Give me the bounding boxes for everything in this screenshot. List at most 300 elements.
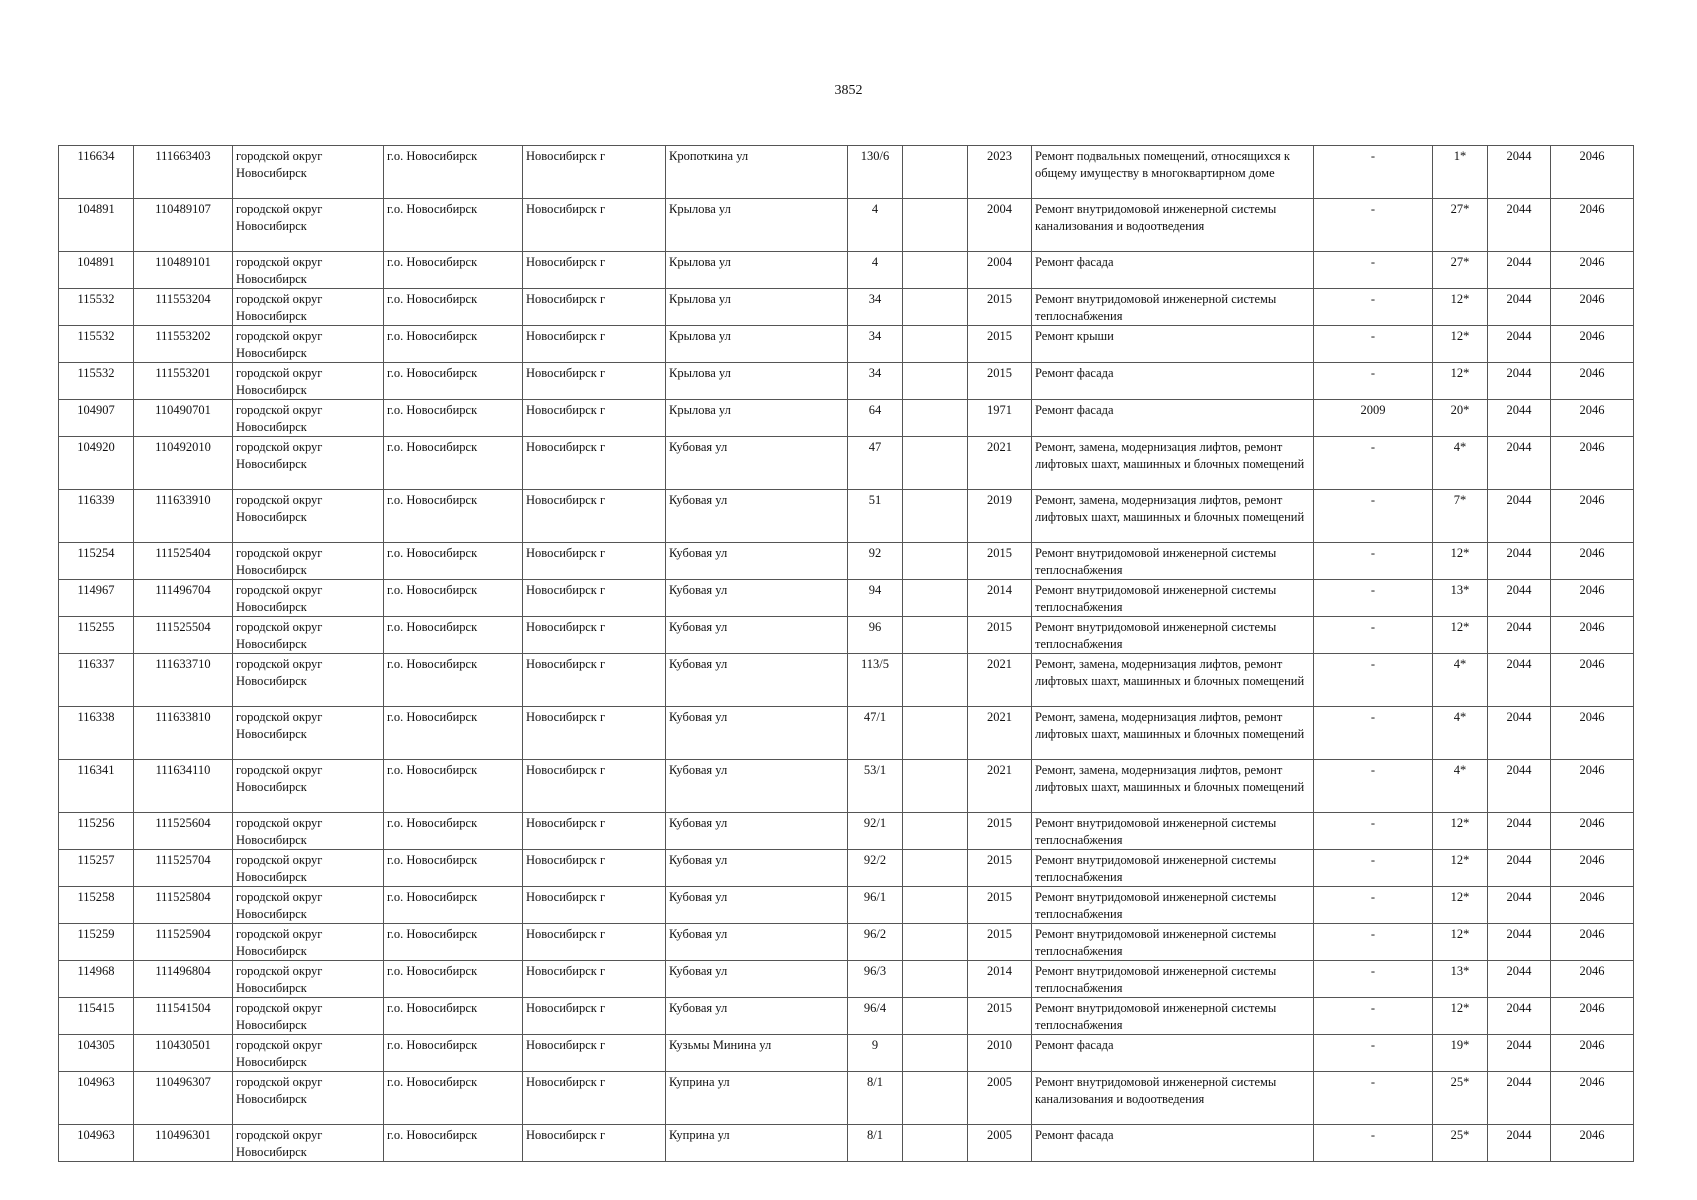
work-type-cell: Ремонт, замена, модернизация лифтов, ремонт лифтовых шахт, машинных и блочных помещений	[1032, 654, 1314, 707]
period-start-cell: 2044	[1488, 490, 1551, 543]
period-start-cell: 2044	[1488, 400, 1551, 437]
last-repair-cell: -	[1314, 543, 1433, 580]
building-cell	[903, 199, 968, 252]
table-row	[59, 813, 1634, 850]
year-built-cell: 2004	[968, 199, 1032, 252]
last-repair-cell: -	[1314, 617, 1433, 654]
city-cell: Новосибирск г	[523, 924, 666, 961]
last-repair-cell: -	[1314, 437, 1433, 490]
building-cell	[903, 363, 968, 400]
municipality-cell: г.о. Новосибирск	[384, 924, 523, 961]
wear-cell: 4*	[1433, 707, 1488, 760]
wear-cell: 4*	[1433, 437, 1488, 490]
last-repair-cell: -	[1314, 1125, 1433, 1162]
last-repair-cell: -	[1314, 363, 1433, 400]
year-built-cell: 2015	[968, 850, 1032, 887]
table-row	[59, 1125, 1634, 1162]
district-cell: городской округ Новосибирск	[233, 437, 384, 490]
building-cell	[903, 760, 968, 813]
table-row	[59, 252, 1634, 289]
row-id-cell: 115532	[59, 326, 134, 363]
city-cell: Новосибирск г	[523, 199, 666, 252]
table-row	[59, 146, 1634, 199]
wear-cell: 7*	[1433, 490, 1488, 543]
house-number-cell: 96/1	[848, 887, 903, 924]
municipality-cell: г.о. Новосибирск	[384, 998, 523, 1035]
row-id-cell: 115254	[59, 543, 134, 580]
work-code-cell: 111553201	[134, 363, 233, 400]
district-cell: городской округ Новосибирск	[233, 924, 384, 961]
period-start-cell: 2044	[1488, 760, 1551, 813]
work-code-cell: 110489107	[134, 199, 233, 252]
work-code-cell: 111633910	[134, 490, 233, 543]
municipality-cell: г.о. Новосибирск	[384, 1125, 523, 1162]
street-cell: Кубовая ул	[666, 760, 848, 813]
house-number-cell: 47/1	[848, 707, 903, 760]
house-number-cell: 96	[848, 617, 903, 654]
street-cell: Кубовая ул	[666, 617, 848, 654]
house-number-cell: 47	[848, 437, 903, 490]
row-id-cell: 104920	[59, 437, 134, 490]
city-cell: Новосибирск г	[523, 289, 666, 326]
wear-cell: 25*	[1433, 1072, 1488, 1125]
period-start-cell: 2044	[1488, 1125, 1551, 1162]
district-cell: городской округ Новосибирск	[233, 252, 384, 289]
building-cell	[903, 1125, 968, 1162]
municipality-cell: г.о. Новосибирск	[384, 289, 523, 326]
street-cell: Кубовая ул	[666, 580, 848, 617]
period-end-cell: 2046	[1551, 199, 1634, 252]
last-repair-cell: -	[1314, 580, 1433, 617]
building-cell	[903, 707, 968, 760]
city-cell: Новосибирск г	[523, 760, 666, 813]
table-row	[59, 490, 1634, 543]
wear-cell: 1*	[1433, 146, 1488, 199]
building-cell	[903, 146, 968, 199]
street-cell: Крылова ул	[666, 252, 848, 289]
period-start-cell: 2044	[1488, 961, 1551, 998]
municipality-cell: г.о. Новосибирск	[384, 199, 523, 252]
period-end-cell: 2046	[1551, 490, 1634, 543]
row-id-cell: 116341	[59, 760, 134, 813]
period-start-cell: 2044	[1488, 813, 1551, 850]
municipality-cell: г.о. Новосибирск	[384, 813, 523, 850]
municipality-cell: г.о. Новосибирск	[384, 363, 523, 400]
house-number-cell: 96/3	[848, 961, 903, 998]
work-type-cell: Ремонт фасада	[1032, 1125, 1314, 1162]
house-number-cell: 92	[848, 543, 903, 580]
last-repair-cell: -	[1314, 887, 1433, 924]
row-id-cell: 104891	[59, 252, 134, 289]
street-cell: Крылова ул	[666, 400, 848, 437]
district-cell: городской округ Новосибирск	[233, 543, 384, 580]
building-cell	[903, 617, 968, 654]
municipality-cell: г.о. Новосибирск	[384, 400, 523, 437]
period-start-cell: 2044	[1488, 707, 1551, 760]
work-code-cell: 110496307	[134, 1072, 233, 1125]
work-type-cell: Ремонт, замена, модернизация лифтов, ремонт лифтовых шахт, машинных и блочных помещений	[1032, 707, 1314, 760]
table-row	[59, 654, 1634, 707]
municipality-cell: г.о. Новосибирск	[384, 543, 523, 580]
city-cell: Новосибирск г	[523, 252, 666, 289]
municipality-cell: г.о. Новосибирск	[384, 1035, 523, 1072]
work-code-cell: 111633810	[134, 707, 233, 760]
wear-cell: 12*	[1433, 813, 1488, 850]
street-cell: Кубовая ул	[666, 543, 848, 580]
year-built-cell: 2021	[968, 760, 1032, 813]
city-cell: Новосибирск г	[523, 617, 666, 654]
period-end-cell: 2046	[1551, 961, 1634, 998]
period-start-cell: 2044	[1488, 1035, 1551, 1072]
wear-cell: 4*	[1433, 760, 1488, 813]
district-cell: городской округ Новосибирск	[233, 887, 384, 924]
work-code-cell: 110489101	[134, 252, 233, 289]
period-end-cell: 2046	[1551, 1125, 1634, 1162]
last-repair-cell: -	[1314, 760, 1433, 813]
work-code-cell: 111525504	[134, 617, 233, 654]
city-cell: Новосибирск г	[523, 887, 666, 924]
district-cell: городской округ Новосибирск	[233, 961, 384, 998]
period-end-cell: 2046	[1551, 252, 1634, 289]
work-type-cell: Ремонт внутридомовой инженерной системы теплоснабжения	[1032, 580, 1314, 617]
work-code-cell: 110430501	[134, 1035, 233, 1072]
period-start-cell: 2044	[1488, 146, 1551, 199]
municipality-cell: г.о. Новосибирск	[384, 326, 523, 363]
year-built-cell: 2015	[968, 998, 1032, 1035]
work-code-cell: 111496704	[134, 580, 233, 617]
municipality-cell: г.о. Новосибирск	[384, 760, 523, 813]
work-type-cell: Ремонт, замена, модернизация лифтов, ремонт лифтовых шахт, машинных и блочных помещений	[1032, 490, 1314, 543]
year-built-cell: 2015	[968, 289, 1032, 326]
period-end-cell: 2046	[1551, 289, 1634, 326]
work-type-cell: Ремонт внутридомовой инженерной системы канализования и водоотведения	[1032, 1072, 1314, 1125]
row-id-cell: 104891	[59, 199, 134, 252]
row-id-cell: 116339	[59, 490, 134, 543]
work-code-cell: 111541504	[134, 998, 233, 1035]
year-built-cell: 1971	[968, 400, 1032, 437]
municipality-cell: г.о. Новосибирск	[384, 490, 523, 543]
last-repair-cell: -	[1314, 1072, 1433, 1125]
building-cell	[903, 924, 968, 961]
row-id-cell: 116338	[59, 707, 134, 760]
wear-cell: 12*	[1433, 543, 1488, 580]
row-id-cell: 115258	[59, 887, 134, 924]
city-cell: Новосибирск г	[523, 146, 666, 199]
period-end-cell: 2046	[1551, 998, 1634, 1035]
period-end-cell: 2046	[1551, 437, 1634, 490]
building-cell	[903, 437, 968, 490]
street-cell: Куприна ул	[666, 1072, 848, 1125]
house-number-cell: 34	[848, 326, 903, 363]
street-cell: Крылова ул	[666, 363, 848, 400]
work-code-cell: 111525604	[134, 813, 233, 850]
house-number-cell: 4	[848, 252, 903, 289]
year-built-cell: 2010	[968, 1035, 1032, 1072]
district-cell: городской округ Новосибирск	[233, 760, 384, 813]
year-built-cell: 2019	[968, 490, 1032, 543]
year-built-cell: 2021	[968, 654, 1032, 707]
period-end-cell: 2046	[1551, 887, 1634, 924]
row-id-cell: 116634	[59, 146, 134, 199]
municipality-cell: г.о. Новосибирск	[384, 961, 523, 998]
period-end-cell: 2046	[1551, 924, 1634, 961]
city-cell: Новосибирск г	[523, 998, 666, 1035]
house-number-cell: 64	[848, 400, 903, 437]
street-cell: Кубовая ул	[666, 490, 848, 543]
wear-cell: 12*	[1433, 998, 1488, 1035]
building-cell	[903, 813, 968, 850]
work-code-cell: 111525404	[134, 543, 233, 580]
work-type-cell: Ремонт внутридомовой инженерной системы теплоснабжения	[1032, 961, 1314, 998]
municipality-cell: г.о. Новосибирск	[384, 437, 523, 490]
street-cell: Куприна ул	[666, 1125, 848, 1162]
city-cell: Новосибирск г	[523, 580, 666, 617]
building-cell	[903, 543, 968, 580]
period-end-cell: 2046	[1551, 654, 1634, 707]
period-start-cell: 2044	[1488, 543, 1551, 580]
period-end-cell: 2046	[1551, 813, 1634, 850]
last-repair-cell: 2009	[1314, 400, 1433, 437]
table-row	[59, 580, 1634, 617]
work-code-cell: 111663403	[134, 146, 233, 199]
work-type-cell: Ремонт внутридомовой инженерной системы теплоснабжения	[1032, 617, 1314, 654]
work-type-cell: Ремонт крыши	[1032, 326, 1314, 363]
table-row	[59, 924, 1634, 961]
row-id-cell: 115415	[59, 998, 134, 1035]
house-number-cell: 113/5	[848, 654, 903, 707]
period-start-cell: 2044	[1488, 580, 1551, 617]
last-repair-cell: -	[1314, 707, 1433, 760]
last-repair-cell: -	[1314, 961, 1433, 998]
last-repair-cell: -	[1314, 813, 1433, 850]
street-cell: Кубовая ул	[666, 887, 848, 924]
page-number: 3852	[834, 83, 863, 98]
building-cell	[903, 580, 968, 617]
last-repair-cell: -	[1314, 252, 1433, 289]
city-cell: Новосибирск г	[523, 850, 666, 887]
row-id-cell: 115532	[59, 289, 134, 326]
table-row	[59, 850, 1634, 887]
building-cell	[903, 1072, 968, 1125]
city-cell: Новосибирск г	[523, 543, 666, 580]
row-id-cell: 115257	[59, 850, 134, 887]
city-cell: Новосибирск г	[523, 490, 666, 543]
building-cell	[903, 289, 968, 326]
table-row	[59, 363, 1634, 400]
work-type-cell: Ремонт, замена, модернизация лифтов, ремонт лифтовых шахт, машинных и блочных помещений	[1032, 760, 1314, 813]
table-row	[59, 961, 1634, 998]
house-number-cell: 34	[848, 363, 903, 400]
building-cell	[903, 998, 968, 1035]
work-code-cell: 110492010	[134, 437, 233, 490]
work-type-cell: Ремонт внутридомовой инженерной системы теплоснабжения	[1032, 850, 1314, 887]
work-code-cell: 110490701	[134, 400, 233, 437]
district-cell: городской округ Новосибирск	[233, 617, 384, 654]
wear-cell: 13*	[1433, 961, 1488, 998]
row-id-cell: 104963	[59, 1072, 134, 1125]
table-row	[59, 1072, 1634, 1125]
district-cell: городской округ Новосибирск	[233, 490, 384, 543]
table-body	[59, 146, 1634, 1162]
period-end-cell: 2046	[1551, 617, 1634, 654]
work-type-cell: Ремонт внутридомовой инженерной системы теплоснабжения	[1032, 887, 1314, 924]
table-row	[59, 887, 1634, 924]
district-cell: городской округ Новосибирск	[233, 1125, 384, 1162]
building-cell	[903, 490, 968, 543]
street-cell: Кубовая ул	[666, 813, 848, 850]
work-code-cell: 111634110	[134, 760, 233, 813]
table-row	[59, 617, 1634, 654]
building-cell	[903, 252, 968, 289]
district-cell: городской округ Новосибирск	[233, 326, 384, 363]
city-cell: Новосибирск г	[523, 1035, 666, 1072]
house-number-cell: 53/1	[848, 760, 903, 813]
year-built-cell: 2015	[968, 363, 1032, 400]
period-start-cell: 2044	[1488, 437, 1551, 490]
period-end-cell: 2046	[1551, 363, 1634, 400]
year-built-cell: 2005	[968, 1125, 1032, 1162]
wear-cell: 12*	[1433, 363, 1488, 400]
city-cell: Новосибирск г	[523, 654, 666, 707]
street-cell: Кубовая ул	[666, 850, 848, 887]
year-built-cell: 2014	[968, 961, 1032, 998]
row-id-cell: 114967	[59, 580, 134, 617]
period-end-cell: 2046	[1551, 400, 1634, 437]
house-number-cell: 4	[848, 199, 903, 252]
street-cell: Кубовая ул	[666, 961, 848, 998]
building-cell	[903, 654, 968, 707]
period-start-cell: 2044	[1488, 252, 1551, 289]
work-type-cell: Ремонт подвальных помещений, относящихся к общему имуществу в многоквартирном доме	[1032, 146, 1314, 199]
period-end-cell: 2046	[1551, 850, 1634, 887]
municipality-cell: г.о. Новосибирск	[384, 707, 523, 760]
municipality-cell: г.о. Новосибирск	[384, 617, 523, 654]
year-built-cell: 2015	[968, 543, 1032, 580]
last-repair-cell: -	[1314, 199, 1433, 252]
street-cell: Кубовая ул	[666, 924, 848, 961]
house-number-cell: 96/2	[848, 924, 903, 961]
last-repair-cell: -	[1314, 1035, 1433, 1072]
street-cell: Кропоткина ул	[666, 146, 848, 199]
work-code-cell: 111553204	[134, 289, 233, 326]
row-id-cell: 104963	[59, 1125, 134, 1162]
city-cell: Новосибирск г	[523, 1072, 666, 1125]
table-row	[59, 760, 1634, 813]
street-cell: Кубовая ул	[666, 998, 848, 1035]
municipality-cell: г.о. Новосибирск	[384, 252, 523, 289]
period-start-cell: 2044	[1488, 289, 1551, 326]
city-cell: Новосибирск г	[523, 707, 666, 760]
city-cell: Новосибирск г	[523, 961, 666, 998]
period-end-cell: 2046	[1551, 580, 1634, 617]
municipality-cell: г.о. Новосибирск	[384, 850, 523, 887]
row-id-cell: 114968	[59, 961, 134, 998]
period-start-cell: 2044	[1488, 326, 1551, 363]
district-cell: городской округ Новосибирск	[233, 289, 384, 326]
district-cell: городской округ Новосибирск	[233, 580, 384, 617]
wear-cell: 27*	[1433, 199, 1488, 252]
street-cell: Кубовая ул	[666, 437, 848, 490]
table-row	[59, 437, 1634, 490]
year-built-cell: 2005	[968, 1072, 1032, 1125]
period-end-cell: 2046	[1551, 146, 1634, 199]
municipality-cell: г.о. Новосибирск	[384, 654, 523, 707]
year-built-cell: 2015	[968, 887, 1032, 924]
district-cell: городской округ Новосибирск	[233, 199, 384, 252]
year-built-cell: 2023	[968, 146, 1032, 199]
municipality-cell: г.о. Новосибирск	[384, 1072, 523, 1125]
house-number-cell: 92/2	[848, 850, 903, 887]
building-cell	[903, 961, 968, 998]
work-type-cell: Ремонт фасада	[1032, 1035, 1314, 1072]
last-repair-cell: -	[1314, 146, 1433, 199]
street-cell: Кубовая ул	[666, 654, 848, 707]
repair-schedule-table	[58, 145, 1634, 1162]
municipality-cell: г.о. Новосибирск	[384, 887, 523, 924]
period-end-cell: 2046	[1551, 760, 1634, 813]
wear-cell: 19*	[1433, 1035, 1488, 1072]
house-number-cell: 8/1	[848, 1072, 903, 1125]
table-row	[59, 400, 1634, 437]
district-cell: городской округ Новосибирск	[233, 850, 384, 887]
work-code-cell: 110496301	[134, 1125, 233, 1162]
city-cell: Новосибирск г	[523, 437, 666, 490]
table-row	[59, 707, 1634, 760]
table-row	[59, 998, 1634, 1035]
work-type-cell: Ремонт внутридомовой инженерной системы канализования и водоотведения	[1032, 199, 1314, 252]
work-type-cell: Ремонт внутридомовой инженерной системы теплоснабжения	[1032, 813, 1314, 850]
table-row	[59, 289, 1634, 326]
wear-cell: 4*	[1433, 654, 1488, 707]
wear-cell: 20*	[1433, 400, 1488, 437]
city-cell: Новосибирск г	[523, 400, 666, 437]
building-cell	[903, 887, 968, 924]
district-cell: городской округ Новосибирск	[233, 654, 384, 707]
city-cell: Новосибирск г	[523, 1125, 666, 1162]
period-end-cell: 2046	[1551, 543, 1634, 580]
period-end-cell: 2046	[1551, 326, 1634, 363]
work-type-cell: Ремонт внутридомовой инженерной системы теплоснабжения	[1032, 998, 1314, 1035]
work-type-cell: Ремонт фасада	[1032, 363, 1314, 400]
year-built-cell: 2015	[968, 617, 1032, 654]
year-built-cell: 2021	[968, 437, 1032, 490]
period-start-cell: 2044	[1488, 199, 1551, 252]
period-start-cell: 2044	[1488, 887, 1551, 924]
period-start-cell: 2044	[1488, 617, 1551, 654]
building-cell	[903, 326, 968, 363]
period-end-cell: 2046	[1551, 1072, 1634, 1125]
work-type-cell: Ремонт фасада	[1032, 400, 1314, 437]
last-repair-cell: -	[1314, 654, 1433, 707]
last-repair-cell: -	[1314, 924, 1433, 961]
period-start-cell: 2044	[1488, 924, 1551, 961]
period-end-cell: 2046	[1551, 707, 1634, 760]
work-type-cell: Ремонт внутридомовой инженерной системы теплоснабжения	[1032, 289, 1314, 326]
work-code-cell: 111525804	[134, 887, 233, 924]
last-repair-cell: -	[1314, 490, 1433, 543]
table-row	[59, 1035, 1634, 1072]
city-cell: Новосибирск г	[523, 326, 666, 363]
work-code-cell: 111553202	[134, 326, 233, 363]
period-start-cell: 2044	[1488, 850, 1551, 887]
row-id-cell: 115256	[59, 813, 134, 850]
period-start-cell: 2044	[1488, 654, 1551, 707]
district-cell: городской округ Новосибирск	[233, 363, 384, 400]
district-cell: городской округ Новосибирск	[233, 707, 384, 760]
row-id-cell: 115255	[59, 617, 134, 654]
municipality-cell: г.о. Новосибирск	[384, 146, 523, 199]
wear-cell: 12*	[1433, 326, 1488, 363]
